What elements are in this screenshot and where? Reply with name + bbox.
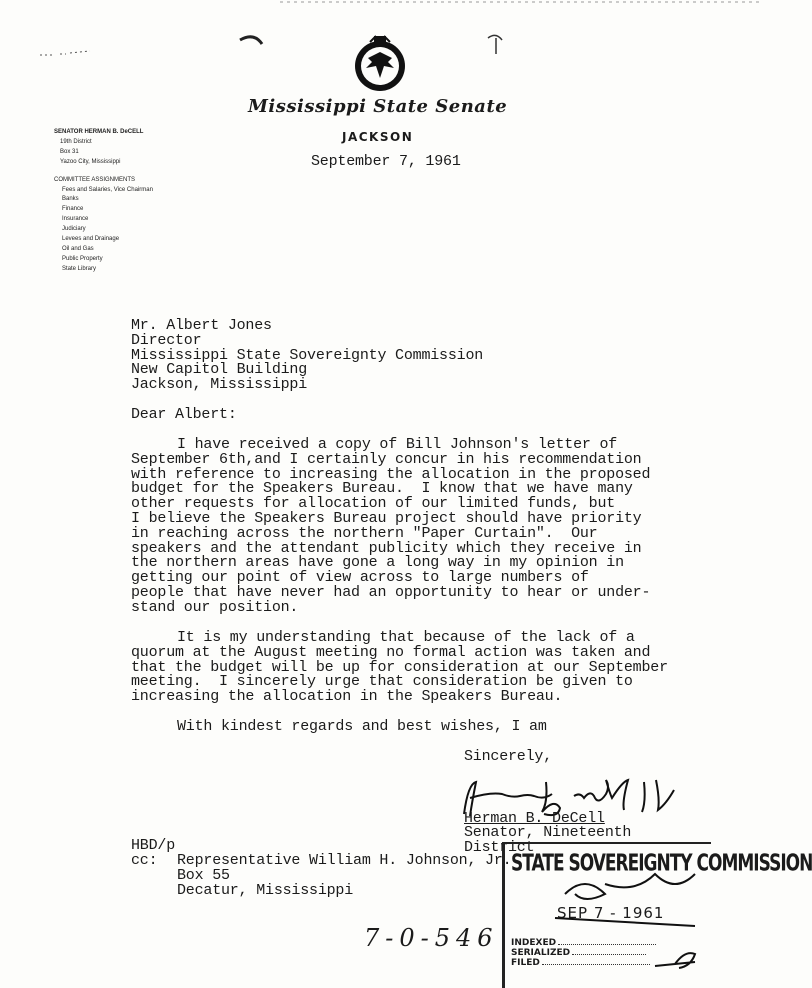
committee-item: Fees and Salaries, Vice Chairman xyxy=(62,186,153,193)
recipient-line: Jackson, Mississippi xyxy=(131,376,308,394)
cc-label: cc: xyxy=(131,852,158,869)
stamp-date: SEP 7 - 1961 xyxy=(557,904,665,922)
salutation: Dear Albert: xyxy=(131,406,237,423)
cc-recipient xyxy=(177,852,512,899)
state-seal xyxy=(352,34,408,92)
committee-item: Judiciary xyxy=(62,226,86,233)
stamp-scribble xyxy=(545,854,705,984)
title-line: Senator, Nineteenth xyxy=(464,824,632,841)
typed-name: Herman B. DeCell xyxy=(464,810,605,827)
body-line: quorum at the August meeting no formal action was taken and xyxy=(131,643,651,661)
committee-item: Insurance xyxy=(62,216,89,223)
address-line: Yazoo City, Mississippi xyxy=(60,158,121,165)
cc-line: Box 55 xyxy=(177,866,230,884)
stamp-field-indexed: INDEXED xyxy=(511,938,656,948)
committee-item: Finance xyxy=(62,206,84,213)
letter-date: September 7, 1961 xyxy=(311,153,461,170)
cc-line: Decatur, Mississippi xyxy=(177,881,354,899)
committee-item: Oil and Gas xyxy=(62,245,94,252)
committee-item: Public Property xyxy=(62,255,103,262)
recipient-line: Director xyxy=(131,331,202,349)
title-line: District xyxy=(464,838,535,856)
body-line: that the budget will be up for consideration at our September xyxy=(131,658,668,676)
body-line: speakers and the attendant publicity which they receive in xyxy=(131,539,642,557)
body-line: other requests for allocation of our limited funds, but xyxy=(131,495,616,513)
recipient-address xyxy=(131,319,483,393)
recipient-line: Mr. Albert Jones xyxy=(131,317,272,334)
recipient-line: New Capitol Building xyxy=(131,361,308,379)
address-line: 19th District xyxy=(60,138,92,145)
letterhead-title: Mississippi State Senate xyxy=(248,96,508,117)
body-line: increasing the allocation in the Speakers Bureau. xyxy=(131,688,563,706)
body-paragraph-1 xyxy=(131,438,650,616)
committee-item: Levees and Drainage xyxy=(62,236,120,243)
body-line: September 6th,and I certainly concur in his recommendation xyxy=(131,450,642,468)
senator-name: SENATOR HERMAN B. DeCELL xyxy=(54,129,144,135)
body-line: people that have never had an opportunity to hear or under- xyxy=(131,583,651,601)
stamp-field-serialized: SERIALIZED xyxy=(511,948,656,958)
body-line: in reaching across the northern "Paper Curtain". Our xyxy=(131,524,598,542)
body-line: stand our position. xyxy=(131,598,299,616)
body-line: meeting. I sincerely urge that consideration be given to xyxy=(131,673,633,691)
address-line: Box 31 xyxy=(60,148,79,155)
committee-heading: COMMITTEE ASSIGNMENTS xyxy=(54,176,136,183)
complimentary-close: Sincerely, xyxy=(464,748,553,765)
cc-line: Representative William H. Johnson, Jr. xyxy=(177,852,512,869)
letterhead-city: JACKSON xyxy=(342,130,414,144)
committee-item: Banks xyxy=(62,196,79,203)
closing-line: With kindest regards and best wishes, I am xyxy=(177,718,547,735)
handwritten-file-number: 7-0-546 xyxy=(364,924,499,952)
received-stamp xyxy=(502,842,812,988)
committee-item: State Library xyxy=(62,265,97,272)
body-line: getting our point of view across to large numbers of xyxy=(131,569,589,587)
body-paragraph-2 xyxy=(131,631,668,705)
body-line: with reference to increasing the allocation in the proposed xyxy=(131,465,651,483)
typist-initials: HBD/p xyxy=(131,837,176,854)
body-line: I believe the Speakers Bureau project should have priority xyxy=(131,509,642,527)
body-line: It is my understanding that because of the lack of a xyxy=(177,629,635,646)
recipient-line: Mississippi State Sovereignty Commission xyxy=(131,346,484,364)
senator-sidebar xyxy=(54,128,184,275)
body-line: the northern areas have gone a long way in my opinion in xyxy=(131,554,624,572)
stamp-agency: STATE SOVEREIGNTY COMMISSION xyxy=(511,850,812,877)
stamp-field-filed: FILED xyxy=(511,958,656,968)
body-line: I have received a copy of Bill Johnson's letter of xyxy=(177,436,618,453)
body-line: budget for the Speakers Bureau. I know that we have many xyxy=(131,480,633,498)
